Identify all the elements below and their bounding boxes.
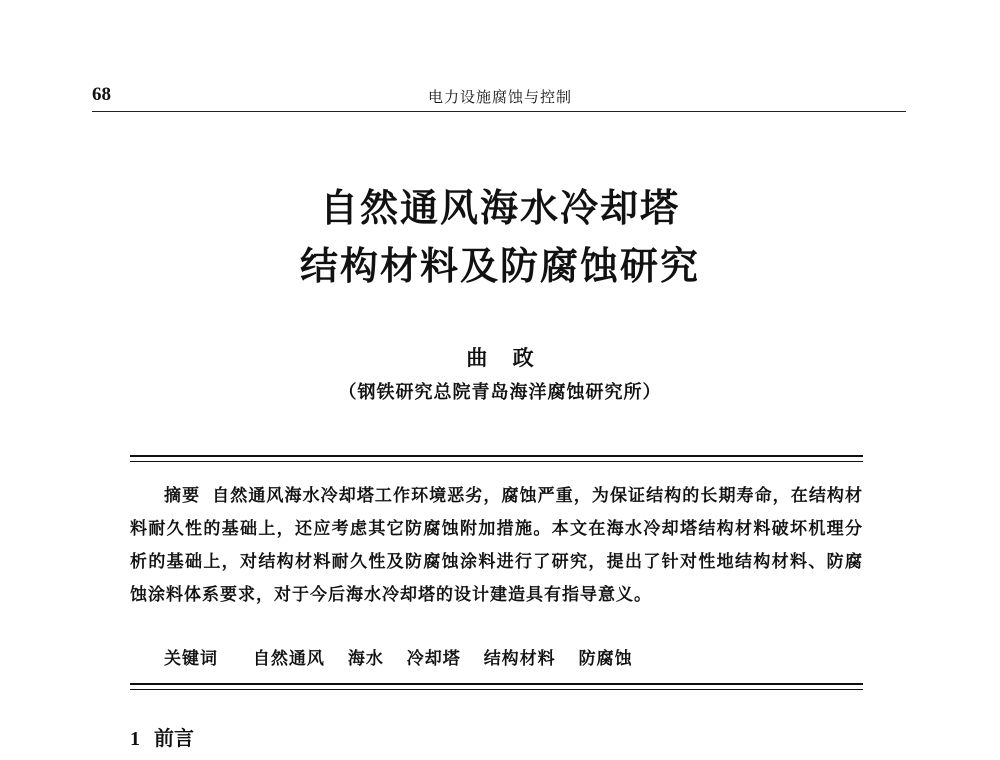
keyword-item: 结构材料	[483, 649, 556, 669]
keyword-item: 冷却塔	[406, 649, 461, 669]
keywords	[164, 644, 633, 669]
abstract-top-rule	[130, 455, 863, 462]
header-rule	[92, 111, 906, 112]
keywords-label: 关键词	[164, 649, 218, 669]
abstract-text: 自然通风海水冷却塔工作环境恶劣，腐蚀严重，为保证结构的长期寿命，在结构材料耐久性的基础上，还应考虑其它防腐蚀附加措施。本文在海水冷却塔结构材料破坏机理分析的基础上，对结构材料耐久性及防腐蚀涂料进行了研究，提出了针对性地结构材料、防腐蚀涂料体系要求，对于今后海水冷却塔的设计建造具有指导意义。	[130, 486, 864, 605]
keyword-item: 海水	[347, 649, 384, 669]
abstract-label: 摘要	[164, 486, 201, 506]
section-heading	[130, 722, 194, 751]
abstract-bottom-rule	[130, 683, 863, 690]
paper-title-line-1: 自然通风海水冷却塔	[319, 185, 680, 230]
section-title: 前言	[154, 726, 194, 750]
running-title: 电力设施腐蚀与控制	[427, 88, 572, 106]
keyword-item: 自然通风	[252, 649, 325, 669]
page-number: 68	[92, 84, 111, 105]
author-affiliation: （钢铁研究总院青岛海洋腐蚀研究所）	[338, 382, 662, 403]
abstract	[130, 480, 863, 612]
paper-title-line-2: 结构材料及防腐蚀研究	[299, 243, 700, 288]
section-number: 1	[130, 728, 140, 750]
author-name: 曲 政	[466, 345, 534, 370]
keyword-item: 防腐蚀	[578, 649, 633, 669]
